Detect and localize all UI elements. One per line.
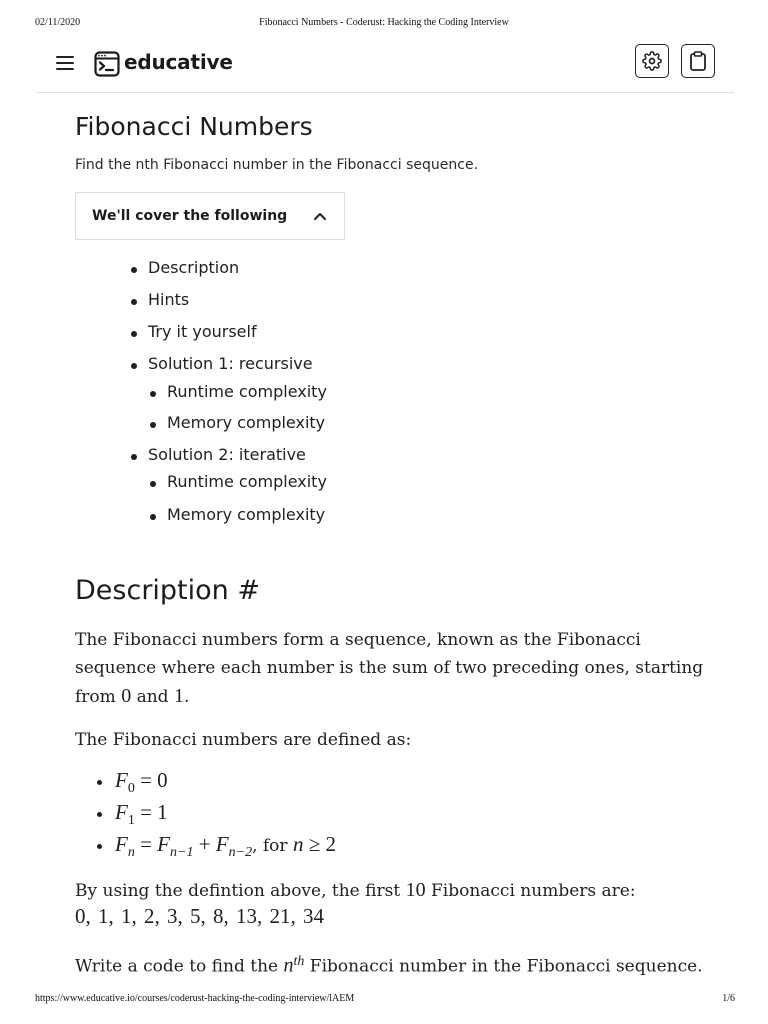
description-paragraph-1: The Fibonacci numbers form a sequence, known as the Fibonacci sequence where each number is the sum of two preceding ones, starting from 0 and 1. — [75, 630, 704, 707]
description-paragraph-3: By using the defintion above, the first 10 Fibonacci numbers are: — [75, 879, 636, 901]
settings-button[interactable] — [635, 44, 669, 78]
description-paragraph-2: The Fibonacci numbers are defined as: — [75, 730, 412, 750]
toc-item-s2-memory[interactable]: Memory complexity — [167, 505, 326, 524]
definition-f1: $F_1 = 1$ — [115, 800, 168, 829]
print-doc-title: Fibonacci Numbers - Coderust: Hacking the Coding Interview — [259, 17, 509, 28]
print-url: https://www.educative.io/courses/coderust-hacking-the-coding-interview/lAEM — [35, 993, 355, 1004]
description-heading: Description # — [75, 575, 260, 606]
clipboard-icon — [689, 51, 707, 71]
print-footer — [0, 993, 768, 1007]
toc-item-s1-memory[interactable]: Memory complexity — [167, 413, 326, 432]
toc-item-s2-runtime[interactable]: Runtime complexity — [167, 472, 327, 491]
page-title: Fibonacci Numbers — [75, 112, 313, 141]
educative-logo-text[interactable]: educative — [124, 50, 233, 74]
toc-item-s1-runtime[interactable]: Runtime complexity — [167, 382, 327, 401]
print-page-number: 1/6 — [722, 993, 735, 1004]
table-of-contents-toggle[interactable] — [75, 192, 345, 240]
toc-item-hints[interactable]: Hints — [148, 290, 190, 309]
fibonacci-sequence: 0, 1, 1, 2, 3, 5, 8, 13, 21, 34 — [75, 904, 324, 928]
chevron-up-icon — [313, 211, 327, 221]
toc-label: We'll cover the following — [92, 208, 288, 224]
educative-logo-icon[interactable] — [94, 51, 120, 77]
notes-button[interactable] — [681, 44, 715, 78]
toc-item-description[interactable]: Description — [148, 258, 240, 277]
print-header — [0, 17, 768, 31]
definition-fn: $F_n = F_{n-1} + F_{n-2}$, for n ≥ 2 — [115, 832, 336, 861]
definition-f0: $F_0 = 0$ — [115, 768, 168, 797]
lesson-subtitle: Find the nth Fibonacci number in the Fibonacci sequence. — [75, 157, 479, 173]
description-paragraph-4: Write a code to find the $n^{th}$ Fibonacci number in the Fibonacci sequence. — [75, 954, 703, 977]
menu-icon[interactable] — [56, 56, 74, 70]
gear-icon — [642, 51, 662, 71]
toc-item-solution-2[interactable]: Solution 2: iterative — [148, 445, 306, 464]
print-date: 02/11/2020 — [35, 17, 81, 28]
toc-item-solution-1[interactable]: Solution 1: recursive — [148, 354, 313, 373]
toc-item-try-it-yourself[interactable]: Try it yourself — [148, 322, 257, 341]
top-navigation-bar — [36, 40, 734, 93]
